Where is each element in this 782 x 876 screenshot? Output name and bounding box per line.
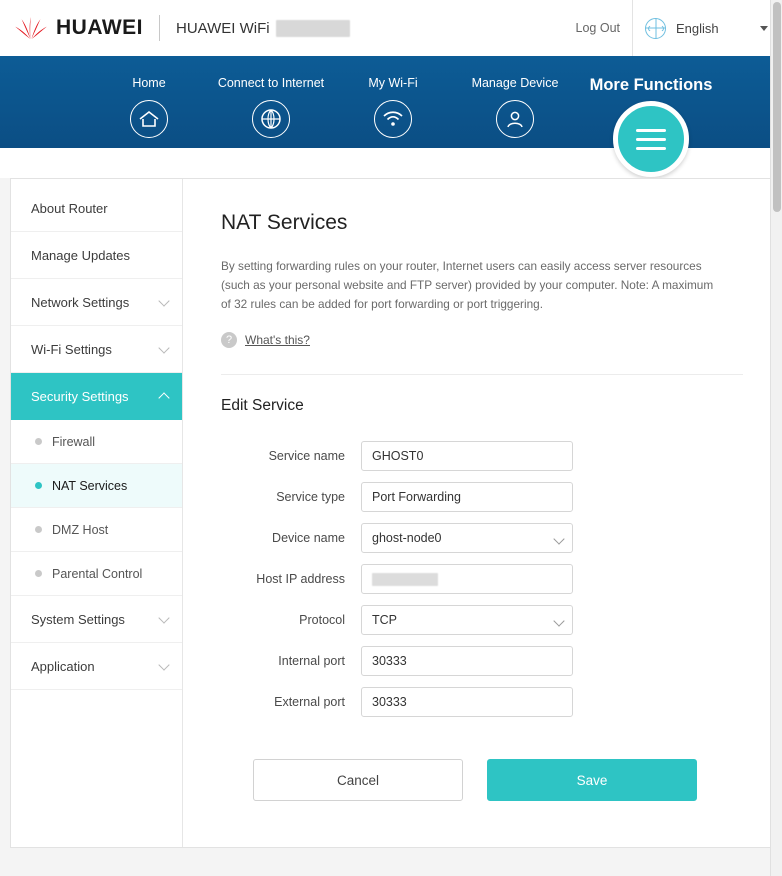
form-row-service-type	[221, 482, 743, 512]
page-title: NAT Services	[221, 211, 348, 234]
sidebar-item-dmz-host[interactable]	[11, 508, 182, 552]
sidebar-item-label: Firewall	[52, 434, 96, 449]
chevron-down-icon	[158, 612, 169, 623]
hamburger-icon[interactable]	[613, 101, 689, 177]
sidebar-item-system-settings[interactable]	[11, 596, 182, 643]
protocol-select[interactable]	[361, 605, 573, 635]
sidebar-item-label: DMZ Host	[52, 522, 109, 537]
form-row-host-ip-address	[221, 564, 743, 594]
field-label: Service type	[276, 490, 345, 504]
form-row-service-name	[221, 441, 743, 471]
vertical-scrollbar[interactable]	[770, 0, 782, 876]
bullet-icon	[35, 438, 42, 445]
question-mark-icon: ?	[221, 332, 237, 348]
sidebar-item-label: About Router	[31, 200, 108, 216]
internal-port-input[interactable]	[361, 646, 573, 676]
huawei-logo	[14, 15, 143, 41]
sidebar-item-label: System Settings	[31, 611, 125, 627]
wifi-icon	[374, 100, 412, 138]
logout-link[interactable]: Log Out	[575, 21, 620, 35]
device-name-select[interactable]	[361, 523, 573, 553]
chevron-down-icon	[158, 295, 169, 306]
top-bar-right	[576, 0, 782, 56]
top-bar	[0, 0, 782, 56]
main-nav	[0, 56, 782, 148]
sidebar-item-manage-updates[interactable]	[11, 232, 182, 279]
whats-this-link[interactable]: What's this?	[245, 333, 310, 347]
service-type-input[interactable]	[361, 482, 573, 512]
host-ip-redacted	[372, 573, 438, 586]
field-label: Host IP address	[256, 572, 345, 586]
form-actions	[253, 759, 743, 801]
field-value: TCP	[372, 613, 397, 627]
nav-label: Connect to Internet	[217, 76, 325, 90]
sidebar-item-label: Wi-Fi Settings	[31, 341, 112, 357]
service-name-input[interactable]	[361, 441, 573, 471]
language-selector[interactable]	[632, 0, 782, 56]
nav-item-more-functions[interactable]	[576, 56, 726, 177]
sidebar-item-wifi-settings[interactable]	[11, 326, 182, 373]
page-description: By setting forwarding rules on your router, Internet users can easily access server resources (such as your personal website and FTP server) provided by your computer. Note: A maximum of 32 rules can be added for port forwarding or port triggering.	[221, 259, 714, 311]
nav-label: More Functions	[589, 76, 713, 94]
whats-this-row[interactable]	[221, 332, 743, 348]
device-title-label: HUAWEI WiFi	[176, 19, 270, 37]
globe-icon	[645, 18, 666, 39]
nav-label: Home	[132, 76, 166, 90]
host-ip-address-input[interactable]	[361, 564, 573, 594]
nav-item-manage-device[interactable]	[454, 56, 576, 138]
chevron-down-icon	[158, 659, 169, 670]
cancel-button[interactable]: Cancel	[253, 759, 463, 801]
chevron-down-icon	[553, 615, 564, 626]
main-content	[183, 179, 771, 847]
chevron-down-icon	[158, 342, 169, 353]
brand-label: HUAWEI	[56, 16, 143, 39]
field-value: Port Forwarding	[372, 490, 461, 504]
field-label: Protocol	[299, 613, 345, 627]
chevron-down-icon	[760, 26, 768, 31]
save-button[interactable]: Save	[487, 759, 697, 801]
sidebar-item-about-router[interactable]	[11, 185, 182, 232]
sidebar-item-security-settings[interactable]	[11, 373, 182, 420]
huawei-flower-icon	[14, 15, 48, 41]
sidebar-item-nat-services[interactable]	[11, 464, 182, 508]
content-shell	[10, 178, 772, 848]
language-label: English	[676, 20, 719, 36]
scrollbar-thumb[interactable]	[773, 2, 781, 212]
sidebar-item-label: Application	[31, 658, 95, 674]
form-row-protocol	[221, 605, 743, 635]
sidebar-item-label: Security Settings	[31, 388, 129, 404]
chevron-down-icon	[553, 533, 564, 544]
external-port-input[interactable]	[361, 687, 573, 717]
home-icon	[130, 100, 168, 138]
field-label: External port	[274, 695, 345, 709]
field-value: ghost-node0	[372, 531, 442, 545]
form-row-internal-port	[221, 646, 743, 676]
user-icon	[496, 100, 534, 138]
sidebar-item-label: Manage Updates	[31, 247, 131, 263]
field-label: Internal port	[278, 654, 345, 668]
section-title: Edit Service	[221, 397, 304, 414]
form-row-external-port	[221, 687, 743, 717]
sidebar	[11, 179, 183, 847]
sidebar-item-network-settings[interactable]	[11, 279, 182, 326]
globe-icon	[252, 100, 290, 138]
sidebar-item-parental-control[interactable]	[11, 552, 182, 596]
bullet-icon	[35, 482, 42, 489]
form-row-device-name	[221, 523, 743, 553]
chevron-up-icon	[158, 392, 169, 403]
sidebar-item-label: Network Settings	[31, 294, 130, 310]
sidebar-item-label: Parental Control	[52, 566, 143, 581]
field-label: Device name	[272, 531, 345, 545]
field-value: 30333	[372, 654, 407, 668]
field-value: GHOST0	[372, 449, 424, 463]
field-value: 30333	[372, 695, 407, 709]
device-title	[176, 20, 350, 37]
nav-item-connect-to-internet[interactable]	[210, 56, 332, 138]
nav-item-home[interactable]	[88, 56, 210, 138]
sidebar-item-label: NAT Services	[52, 478, 128, 493]
nav-item-my-wifi[interactable]	[332, 56, 454, 138]
sidebar-item-application[interactable]	[11, 643, 182, 690]
header-divider	[159, 15, 160, 41]
field-label: Service name	[268, 449, 345, 463]
page-body	[0, 178, 782, 876]
bullet-icon	[35, 526, 42, 533]
nav-label: My Wi-Fi	[368, 76, 418, 90]
sidebar-item-firewall[interactable]	[11, 420, 182, 464]
nav-label: Manage Device	[471, 76, 559, 90]
section-divider	[221, 374, 743, 375]
bullet-icon	[35, 570, 42, 577]
device-name-redacted	[276, 20, 350, 37]
